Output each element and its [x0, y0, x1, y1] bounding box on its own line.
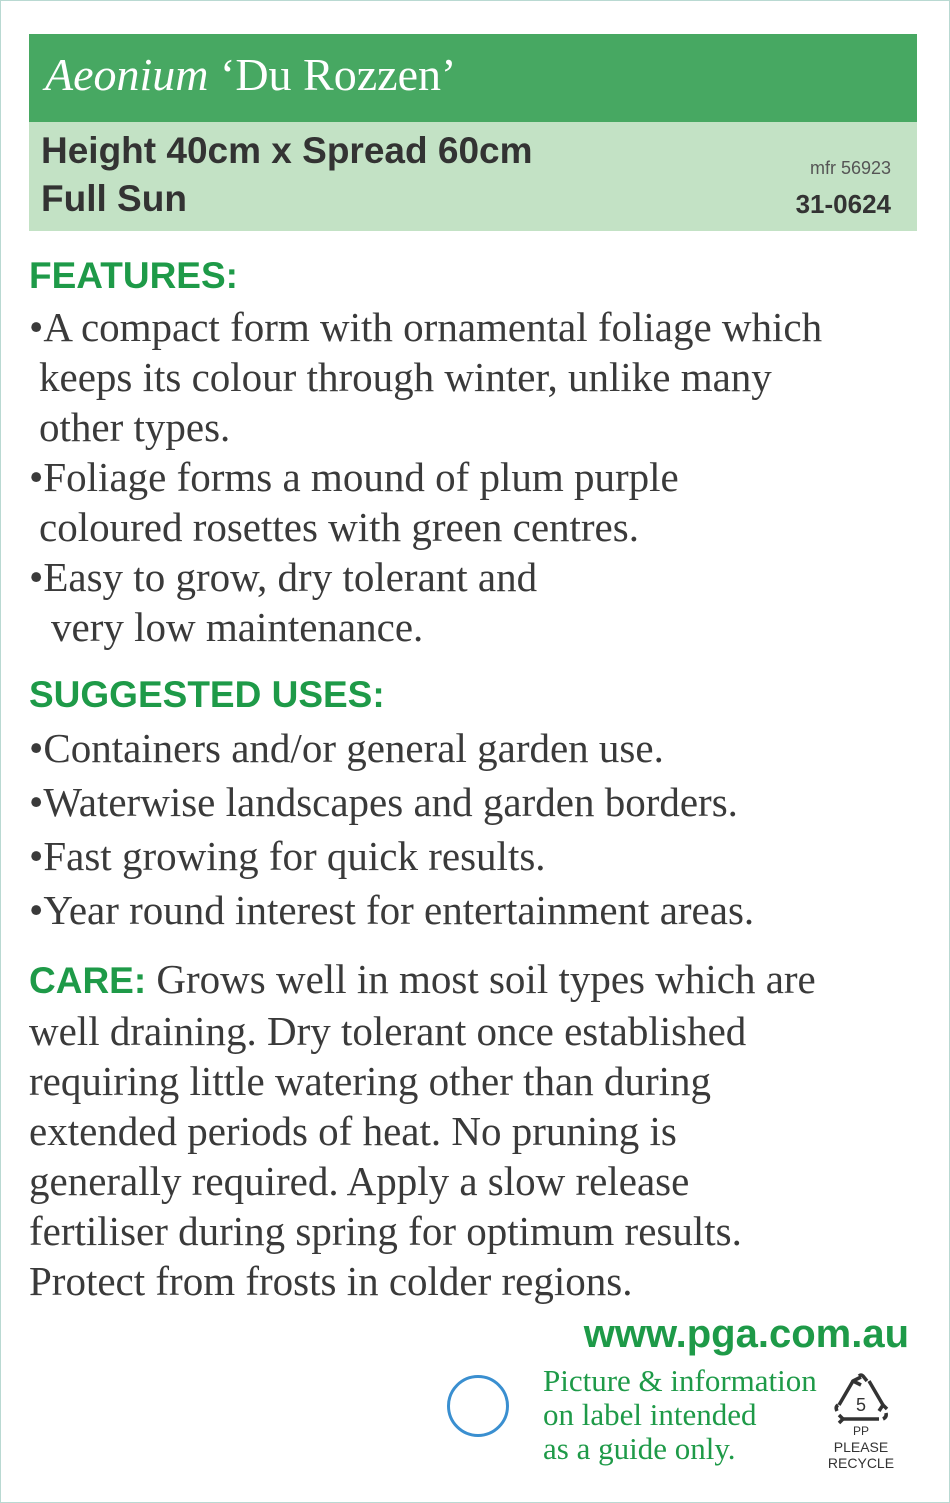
care-line: Protect from frosts in colder regions.: [29, 1258, 633, 1304]
size-spec: Height 40cm x Spread 60cm: [41, 130, 533, 171]
recycle-material: PP: [852, 1424, 870, 1438]
features-line: keeps its colour through winter, unlike many: [39, 354, 772, 400]
care-line: well draining. Dry tolerant once established: [29, 1008, 747, 1054]
plant-name: [45, 48, 456, 101]
mfr-number: mfr 56923: [809, 158, 891, 178]
suggested-uses-list: [29, 723, 929, 943]
plant-cultivar: ‘Du Rozzen’: [220, 49, 457, 100]
disclaimer-line: Picture & information: [543, 1363, 817, 1398]
disclaimer-line: as a guide only.: [543, 1431, 736, 1466]
care-label: CARE:: [29, 960, 147, 1001]
spec-bar: [29, 122, 917, 231]
care-line: [29, 954, 929, 1006]
care-line: generally required. Apply a slow release: [29, 1158, 690, 1204]
suggested-uses-heading: SUGGESTED USES:: [29, 674, 385, 715]
uses-line: •Waterwise landscapes and garden borders.: [29, 779, 738, 825]
features-list: [29, 302, 929, 652]
website-link[interactable]: www.pga.com.au: [583, 1312, 909, 1356]
care-line: requiring little watering other than during: [29, 1058, 712, 1104]
recycle-number: 5: [855, 1395, 867, 1415]
care-text: Grows well in most soil types which are: [146, 956, 816, 1002]
care-line: fertiliser during spring for optimum results.: [29, 1208, 742, 1254]
features-heading: FEATURES:: [29, 255, 238, 296]
title-bar: [29, 34, 917, 122]
care-paragraph: [29, 954, 929, 1306]
care-line: extended periods of heat. No pruning is: [29, 1108, 677, 1154]
features-line: very low maintenance.: [51, 604, 424, 650]
disclaimer-text: [543, 1364, 817, 1466]
features-line: coloured rosettes with green centres.: [39, 504, 639, 550]
uses-line: •Fast growing for quick results.: [29, 833, 546, 879]
recycle-label: PLEASE RECYCLE: [827, 1439, 895, 1471]
sun-spec: Full Sun: [41, 178, 187, 219]
plant-genus: Aeonium: [45, 49, 209, 100]
features-line: •A compact form with ornamental foliage which: [29, 304, 823, 350]
disclaimer-line: on label intended: [543, 1397, 757, 1432]
recycle-triangle-icon: [801, 1373, 921, 1439]
recycle-badge: [801, 1373, 921, 1471]
product-code: 31-0624: [795, 189, 891, 219]
features-line: •Foliage forms a mound of plum purple: [29, 454, 679, 500]
blank-circle-icon: [447, 1375, 509, 1437]
features-line: other types.: [39, 404, 231, 450]
uses-line: •Containers and/or general garden use.: [29, 725, 664, 771]
uses-line: •Year round interest for entertainment areas.: [29, 887, 755, 933]
features-line: •Easy to grow, dry tolerant and: [29, 554, 538, 600]
